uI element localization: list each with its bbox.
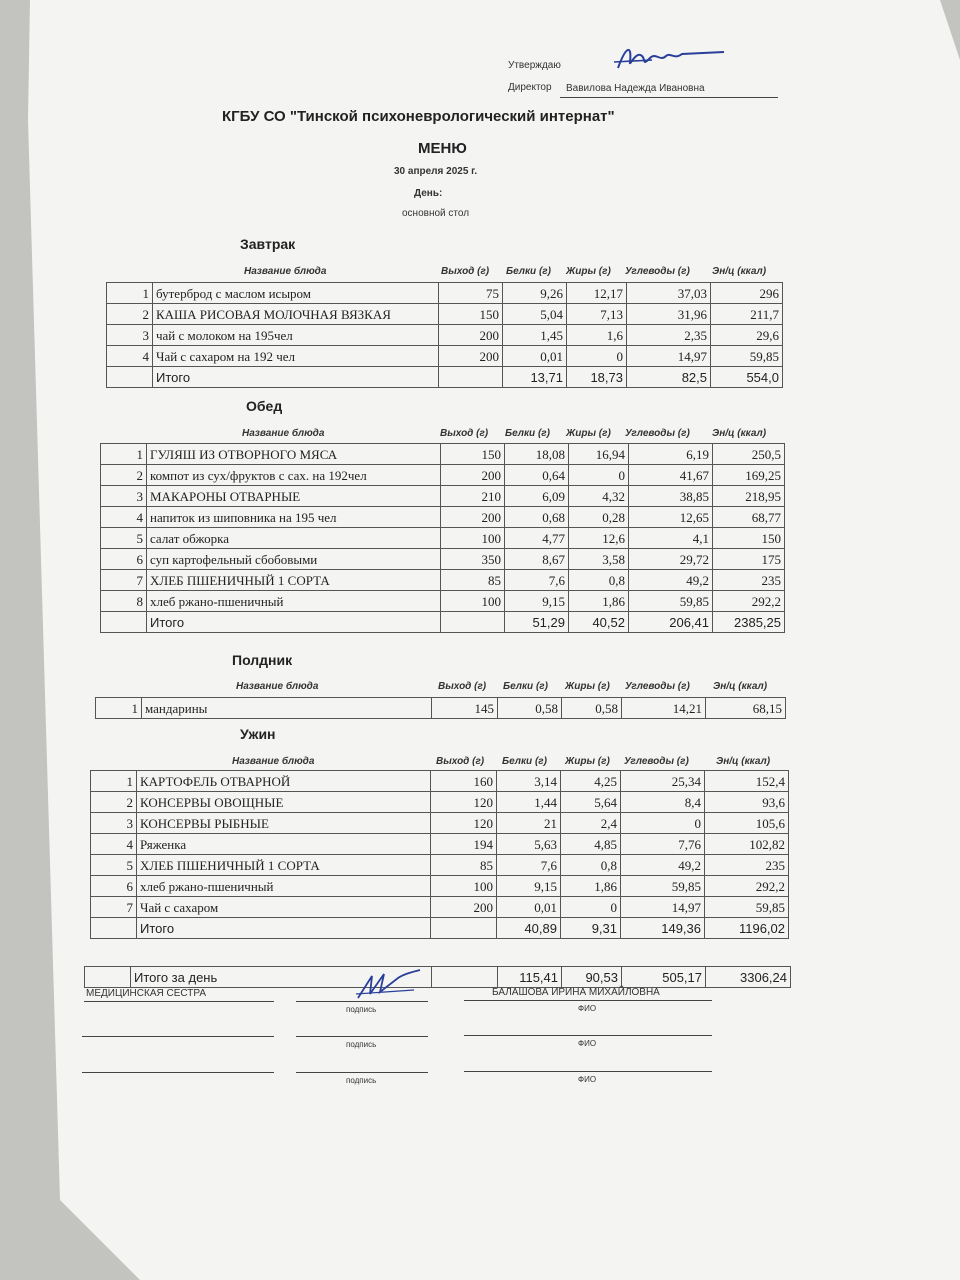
col-carbs: Углеводы (г): [625, 266, 690, 277]
cell-protein: 9,26: [503, 283, 567, 304]
column-header-breakfast: [0, 266, 960, 280]
day-total-protein: 115,41: [498, 967, 562, 988]
total-yield: [431, 918, 497, 939]
nurse-signature: [354, 964, 424, 1009]
total-row: [107, 367, 783, 388]
total-protein: 40,89: [497, 918, 561, 939]
director-label: Директор: [508, 82, 552, 93]
table-row: [101, 507, 785, 528]
table-row: [91, 897, 789, 918]
cell-name: ГУЛЯШ ИЗ ОТВОРНОГО МЯСА: [147, 444, 441, 465]
cell-n: 4: [107, 346, 153, 367]
col-yield: Выход (г): [441, 266, 490, 277]
fio-caption-3: ФИО: [578, 1075, 597, 1084]
cell-name: хлеб ржано-пшеничный: [147, 591, 441, 612]
cell-fat: 16,94: [569, 444, 629, 465]
cell-carbs: 37,03: [627, 283, 711, 304]
cell-carbs: 8,4: [621, 792, 705, 813]
cell-carbs: 2,35: [627, 325, 711, 346]
cell-energy: 93,6: [705, 792, 789, 813]
table-row: [101, 528, 785, 549]
table-row: [101, 465, 785, 486]
cell-yield: 200: [441, 465, 505, 486]
col-carbs: Углеводы (г): [624, 756, 689, 767]
table-row: [101, 570, 785, 591]
cell-energy: 29,6: [711, 325, 783, 346]
cell-fat: 4,32: [569, 486, 629, 507]
cell-yield: 200: [439, 346, 503, 367]
menu-title: МЕНЮ: [418, 140, 467, 157]
table-row: [96, 698, 786, 719]
lunch-table: [100, 443, 785, 633]
cell-yield: 150: [441, 444, 505, 465]
cell-fat: 7,13: [567, 304, 627, 325]
cell-protein: 0,58: [498, 698, 562, 719]
col-protein: Белки (г): [506, 266, 551, 277]
column-header-snack: [0, 681, 960, 695]
cell-energy: 218,95: [713, 486, 785, 507]
cell-n: 8: [101, 591, 147, 612]
cell-name: ХЛЕБ ПШЕНИЧНЫЙ 1 СОРТА: [147, 570, 441, 591]
snack-table: [95, 697, 786, 719]
cell-energy: 105,6: [705, 813, 789, 834]
approve-label: Утверждаю: [508, 60, 561, 71]
table-row: [91, 855, 789, 876]
nurse-role: МЕДИЦИНСКАЯ СЕСТРА: [86, 988, 207, 999]
cell-protein: 0,64: [505, 465, 569, 486]
table-row: [101, 591, 785, 612]
cell-yield: 85: [441, 570, 505, 591]
cell-energy: 59,85: [711, 346, 783, 367]
col-energy: Эн/ц (ккал): [712, 428, 767, 439]
col-protein: Белки (г): [503, 681, 548, 692]
cell-yield: 200: [441, 507, 505, 528]
cell-n: 1: [91, 771, 137, 792]
day-label: День:: [414, 188, 443, 199]
col-yield: Выход (г): [436, 756, 485, 767]
table-row: [101, 444, 785, 465]
cell-carbs: 59,85: [629, 591, 713, 612]
cell-n: 3: [101, 486, 147, 507]
cell-energy: 68,15: [706, 698, 786, 719]
cell-n: 6: [101, 549, 147, 570]
cell-yield: 150: [439, 304, 503, 325]
cell-energy: 152,4: [705, 771, 789, 792]
cell-protein: 0,01: [503, 346, 567, 367]
total-energy: 554,0: [711, 367, 783, 388]
section-title-snack: Полдник: [232, 652, 293, 668]
cell-n: 2: [101, 465, 147, 486]
cell-carbs: 6,19: [629, 444, 713, 465]
cell-n: 4: [101, 507, 147, 528]
cell-n: 7: [101, 570, 147, 591]
table-row: [107, 325, 783, 346]
organization-title: КГБУ СО "Тинской психоневрологический интернат": [222, 108, 615, 125]
total-blank: [101, 612, 147, 633]
cell-name: КОНСЕРВЫ РЫБНЫЕ: [137, 813, 431, 834]
total-protein: 51,29: [505, 612, 569, 633]
cell-energy: 250,5: [713, 444, 785, 465]
cell-carbs: 41,67: [629, 465, 713, 486]
cell-yield: 350: [441, 549, 505, 570]
cell-n: 5: [101, 528, 147, 549]
cell-protein: 9,15: [497, 876, 561, 897]
cell-n: 7: [91, 897, 137, 918]
table-row: [107, 346, 783, 367]
cell-yield: 120: [431, 792, 497, 813]
col-energy: Эн/ц (ккал): [713, 681, 768, 692]
section-title-breakfast: Завтрак: [240, 236, 296, 252]
total-label: Итого: [137, 918, 431, 939]
cell-n: 3: [107, 325, 153, 346]
table-row: [91, 813, 789, 834]
cell-protein: 7,6: [497, 855, 561, 876]
table-row: [107, 283, 783, 304]
cell-name: бутерброд с маслом исыром: [153, 283, 439, 304]
cell-protein: 5,04: [503, 304, 567, 325]
table-row: [101, 486, 785, 507]
cell-protein: 9,15: [505, 591, 569, 612]
table-row: [107, 304, 783, 325]
cell-name: КОНСЕРВЫ ОВОЩНЫЕ: [137, 792, 431, 813]
column-header-lunch: [0, 428, 960, 442]
cell-name: КАША РИСОВАЯ МОЛОЧНАЯ ВЯЗКАЯ: [153, 304, 439, 325]
cell-name: МАКАРОНЫ ОТВАРНЫЕ: [147, 486, 441, 507]
cell-name: салат обжорка: [147, 528, 441, 549]
cell-n: 5: [91, 855, 137, 876]
cell-yield: 210: [441, 486, 505, 507]
director-signature: [612, 42, 732, 81]
column-header-dinner: [0, 756, 960, 770]
col-fat: Жиры (г): [565, 681, 610, 692]
cell-protein: 1,45: [503, 325, 567, 346]
cell-energy: 235: [705, 855, 789, 876]
day-total-row: [85, 967, 791, 988]
cell-fat: 0,8: [569, 570, 629, 591]
cell-yield: 100: [441, 591, 505, 612]
cell-name: Чай с сахаром на 192 чел: [153, 346, 439, 367]
cell-fat: 1,6: [567, 325, 627, 346]
cell-name: хлеб ржано-пшеничный: [137, 876, 431, 897]
cell-energy: 292,2: [705, 876, 789, 897]
dinner-table: [90, 770, 789, 939]
cell-n: 1: [96, 698, 142, 719]
cell-protein: 1,44: [497, 792, 561, 813]
day-total-label: Итого за день: [131, 967, 432, 988]
cell-carbs: 4,1: [629, 528, 713, 549]
cell-yield: 100: [431, 876, 497, 897]
total-carbs: 206,41: [629, 612, 713, 633]
cell-fat: 4,85: [561, 834, 621, 855]
col-protein: Белки (г): [505, 428, 550, 439]
cell-n: 4: [91, 834, 137, 855]
col-fat: Жиры (г): [566, 428, 611, 439]
day-total-yield: [432, 967, 498, 988]
fio-caption-1: ФИО: [578, 1004, 597, 1013]
cell-carbs: 0: [621, 813, 705, 834]
cell-yield: 120: [431, 813, 497, 834]
table-type: основной стол: [402, 208, 470, 219]
cell-fat: 1,86: [569, 591, 629, 612]
section-title-lunch: Обед: [246, 398, 283, 414]
cell-energy: 296: [711, 283, 783, 304]
cell-name: Чай с сахаром: [137, 897, 431, 918]
section-title-dinner: Ужин: [240, 726, 276, 742]
cell-fat: 0: [561, 897, 621, 918]
total-blank: [91, 918, 137, 939]
cell-fat: 0,28: [569, 507, 629, 528]
cell-protein: 0,68: [505, 507, 569, 528]
cell-protein: 5,63: [497, 834, 561, 855]
cell-name: мандарины: [142, 698, 432, 719]
fio-caption-2: ФИО: [578, 1039, 597, 1048]
breakfast-table: [106, 282, 783, 388]
cell-carbs: 31,96: [627, 304, 711, 325]
cell-carbs: 49,2: [621, 855, 705, 876]
col-name: Название блюда: [242, 428, 325, 439]
day-total-carbs: 505,17: [622, 967, 706, 988]
cell-energy: 150: [713, 528, 785, 549]
cell-yield: 200: [439, 325, 503, 346]
col-carbs: Углеводы (г): [625, 428, 690, 439]
cell-energy: 169,25: [713, 465, 785, 486]
cell-energy: 59,85: [705, 897, 789, 918]
cell-carbs: 14,97: [621, 897, 705, 918]
cell-protein: 6,09: [505, 486, 569, 507]
total-label: Итого: [153, 367, 439, 388]
sign-caption-3: подпись: [346, 1076, 377, 1085]
cell-energy: 175: [713, 549, 785, 570]
total-label: Итого: [147, 612, 441, 633]
total-row: [101, 612, 785, 633]
day-total-energy: 3306,24: [706, 967, 791, 988]
cell-protein: 7,6: [505, 570, 569, 591]
cell-protein: 4,77: [505, 528, 569, 549]
cell-n: 6: [91, 876, 137, 897]
cell-carbs: 49,2: [629, 570, 713, 591]
col-yield: Выход (г): [438, 681, 487, 692]
cell-name: напиток из шиповника на 195 чел: [147, 507, 441, 528]
cell-fat: 5,64: [561, 792, 621, 813]
cell-n: 3: [91, 813, 137, 834]
total-energy: 1196,02: [705, 918, 789, 939]
cell-fat: 0: [569, 465, 629, 486]
cell-yield: 194: [431, 834, 497, 855]
cell-name: КАРТОФЕЛЬ ОТВАРНОЙ: [137, 771, 431, 792]
col-name: Название блюда: [244, 266, 327, 277]
cell-name: компот из сух/фруктов с сах. на 192чел: [147, 465, 441, 486]
cell-carbs: 59,85: [621, 876, 705, 897]
day-total-blank: [85, 967, 131, 988]
cell-name: Ряженка: [137, 834, 431, 855]
cell-n: 2: [107, 304, 153, 325]
cell-protein: 21: [497, 813, 561, 834]
cell-name: чай с молоком на 195чел: [153, 325, 439, 346]
cell-carbs: 14,21: [622, 698, 706, 719]
nurse-name: БАЛАШОВА ИРИНА МИХАЙЛОВНА: [492, 987, 660, 998]
cell-energy: 211,7: [711, 304, 783, 325]
cell-yield: 145: [432, 698, 498, 719]
cell-energy: 292,2: [713, 591, 785, 612]
cell-fat: 1,86: [561, 876, 621, 897]
cell-yield: 85: [431, 855, 497, 876]
cell-fat: 3,58: [569, 549, 629, 570]
total-row: [91, 918, 789, 939]
cell-n: 1: [107, 283, 153, 304]
cell-carbs: 25,34: [621, 771, 705, 792]
cell-carbs: 7,76: [621, 834, 705, 855]
total-carbs: 82,5: [627, 367, 711, 388]
cell-protein: 8,67: [505, 549, 569, 570]
total-carbs: 149,36: [621, 918, 705, 939]
day-total-table: [84, 966, 791, 988]
cell-fat: 12,17: [567, 283, 627, 304]
cell-energy: 102,82: [705, 834, 789, 855]
total-energy: 2385,25: [713, 612, 785, 633]
total-fat: 40,52: [569, 612, 629, 633]
director-name: Вавилова Надежда Ивановна: [566, 83, 705, 94]
cell-fat: 0: [567, 346, 627, 367]
cell-carbs: 29,72: [629, 549, 713, 570]
table-row: [91, 771, 789, 792]
cell-name: ХЛЕБ ПШЕНИЧНЫЙ 1 СОРТА: [137, 855, 431, 876]
table-row: [101, 549, 785, 570]
sign-caption-1: подпись: [346, 1005, 377, 1014]
cell-energy: 235: [713, 570, 785, 591]
total-yield: [441, 612, 505, 633]
col-energy: Эн/ц (ккал): [716, 756, 771, 767]
cell-carbs: 12,65: [629, 507, 713, 528]
cell-n: 1: [101, 444, 147, 465]
cell-yield: 160: [431, 771, 497, 792]
col-carbs: Углеводы (г): [625, 681, 690, 692]
table-row: [91, 834, 789, 855]
table-row: [91, 792, 789, 813]
total-fat: 18,73: [567, 367, 627, 388]
col-fat: Жиры (г): [566, 266, 611, 277]
sign-caption-2: подпись: [346, 1040, 377, 1049]
cell-protein: 3,14: [497, 771, 561, 792]
cell-yield: 200: [431, 897, 497, 918]
menu-date: 30 апреля 2025 г.: [394, 166, 478, 177]
cell-carbs: 38,85: [629, 486, 713, 507]
total-fat: 9,31: [561, 918, 621, 939]
col-yield: Выход (г): [440, 428, 489, 439]
col-fat: Жиры (г): [565, 756, 610, 767]
cell-name: суп картофельный сбобовыми: [147, 549, 441, 570]
col-energy: Эн/ц (ккал): [712, 266, 767, 277]
cell-yield: 75: [439, 283, 503, 304]
total-yield: [439, 367, 503, 388]
cell-protein: 0,01: [497, 897, 561, 918]
cell-fat: 4,25: [561, 771, 621, 792]
col-name: Название блюда: [232, 756, 315, 767]
col-name: Название блюда: [236, 681, 319, 692]
cell-fat: 0,8: [561, 855, 621, 876]
cell-fat: 2,4: [561, 813, 621, 834]
total-blank: [107, 367, 153, 388]
day-total-fat: 90,53: [562, 967, 622, 988]
cell-yield: 100: [441, 528, 505, 549]
table-row: [91, 876, 789, 897]
cell-fat: 0,58: [562, 698, 622, 719]
cell-protein: 18,08: [505, 444, 569, 465]
cell-fat: 12,6: [569, 528, 629, 549]
total-protein: 13,71: [503, 367, 567, 388]
cell-energy: 68,77: [713, 507, 785, 528]
cell-carbs: 14,97: [627, 346, 711, 367]
col-protein: Белки (г): [502, 756, 547, 767]
cell-n: 2: [91, 792, 137, 813]
